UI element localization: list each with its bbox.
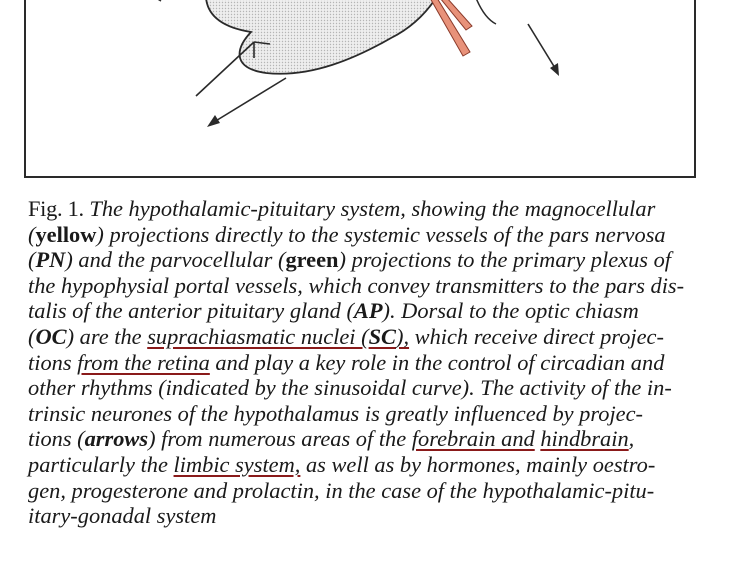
caption-text: ) projections directly to the systemic vessels of the pars nervosa [96,221,666,247]
arrow-icon [528,24,559,76]
caption-text: arrows [84,426,149,452]
figure-caption [28,196,703,529]
figure-label: Fig. 1. [28,196,84,221]
caption-text: ). Dorsal to the optic chiasm [382,298,639,324]
caption-text: tions [28,349,78,375]
caption-line [28,222,703,248]
caption-text: tions ( [28,426,85,452]
caption-text: ) and the parvocellular ( [65,247,286,273]
caption-text: other rhythms (indicated by the sinusoidal curve). The activity of the in- [28,375,672,401]
caption-text: which receive direct projec- [409,323,664,349]
caption-text: gen, progesterone and prolactin, in the case of the hypothalamic-pitu- [28,477,655,503]
caption-text: AP [353,298,383,324]
caption-text: ), [395,323,410,349]
caption-text: talis of the anterior pituitary gland ( [28,298,354,324]
caption-text: ) from numerous areas of the [148,426,412,452]
figure-frame [24,0,696,178]
caption-text: SC [368,323,396,349]
caption-line [28,350,703,376]
caption-text: hindbrain [540,426,629,452]
caption-text: ( [28,247,36,273]
arrow-icon [207,78,286,127]
caption-text: itary-gonadal system [28,503,217,529]
caption-text: ( [28,221,36,247]
caption-line [28,247,703,273]
caption-text: limbic system, [173,451,301,477]
caption-text: ) projections to the primary plexus of [338,247,672,273]
caption-text: forebrain and [411,426,535,452]
portal-vessel [430,0,472,56]
caption-line [28,298,703,324]
caption-text: The hypothalamic-pituitary system, showing the magnocellular [83,196,656,221]
caption-text: , [628,426,635,452]
caption-text: OC [35,323,67,349]
caption-line [28,273,703,299]
caption-line [28,375,703,401]
caption-text: as well as by hormones, mainly oestro- [300,451,656,477]
caption-text: PN [35,247,66,273]
caption-text: particularly the [28,451,174,477]
caption-text: ( [28,323,36,349]
caption-line [28,426,703,452]
caption-text: green [285,247,339,273]
caption-line [28,401,703,427]
caption-text: yellow [35,221,97,247]
caption-line [28,452,703,478]
figure-illustration [26,0,698,178]
caption-text: from the retina [77,349,210,375]
caption-line [28,324,703,350]
caption-line [28,196,703,222]
fibre-tick [156,0,161,1]
caption-text: suprachiasmatic nuclei ( [147,323,369,349]
caption-text: trinsic neurones of the hypothalamus is greatly influenced by projec- [28,400,643,426]
pituitary-lobe [206,0,436,74]
caption-line [28,503,703,529]
lobe-edge [476,0,496,24]
caption-line [28,478,703,504]
caption-text: the hypophysial portal vessels, which convey transmitters to the pars dis- [28,272,685,298]
caption-text: and play a key role in the control of circadian and [209,349,665,375]
caption-text: ) are the [66,323,148,349]
